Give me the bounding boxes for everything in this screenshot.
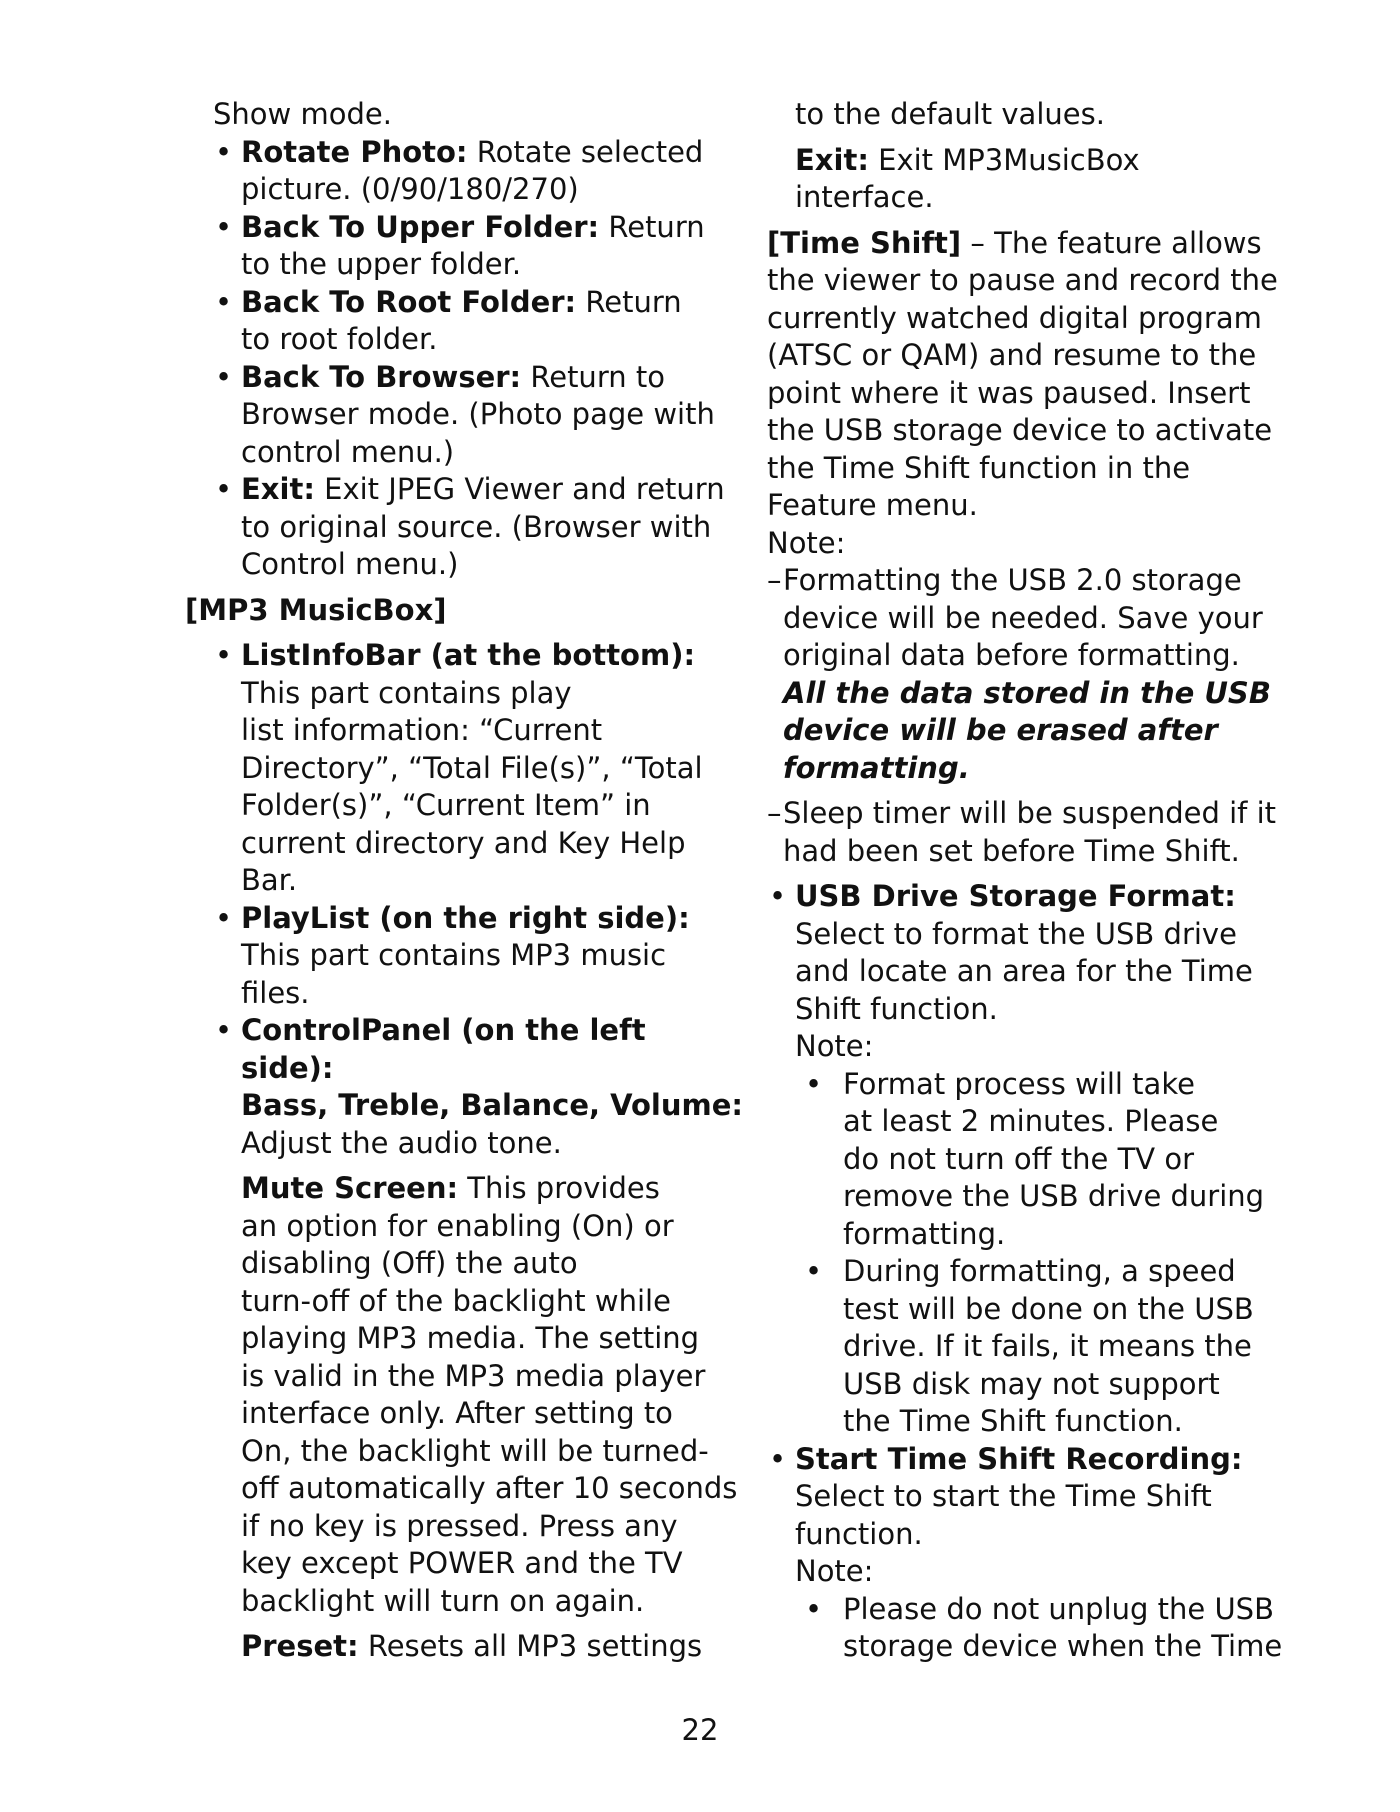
term-mute-screen: Mute Screen:: [241, 1171, 459, 1205]
term: Rotate Photo:: [241, 134, 468, 169]
term-preset: Preset:: [241, 1629, 359, 1663]
bullet-controlpanel: [213, 1012, 744, 1666]
note-label: Note:: [767, 525, 846, 560]
text-line: the USB storage device to activate: [767, 413, 1273, 447]
text-line: function.: [795, 1516, 923, 1551]
text-line: to root folder.: [241, 322, 438, 356]
term: • Start Time Shift Recording:: [795, 1441, 1243, 1476]
text-line: current directory and Key Help: [241, 825, 686, 860]
text-line: at least 2 minutes. Please: [843, 1104, 1219, 1138]
text: Exit JPEG Viewer and return: [314, 472, 725, 506]
right-column: [767, 96, 1283, 1666]
text-line: files.: [241, 975, 310, 1010]
text-line: do not turn off the TV or: [843, 1141, 1195, 1176]
term: Back To Upper Folder:: [241, 209, 600, 244]
text: This provides: [458, 1171, 660, 1205]
term: • USB Drive Storage Format:: [795, 879, 1236, 913]
text-line: turn-off of the backlight while: [241, 1283, 671, 1318]
note-sleep-timer: [767, 795, 1277, 870]
text-line: interface.: [795, 180, 934, 214]
text-line: to the upper folder.: [241, 247, 522, 281]
text-line: – Sleep timer will be suspended if it: [783, 796, 1277, 830]
term-exit: Exit:: [795, 142, 869, 177]
text-line: Browser mode. (Photo page with: [241, 397, 715, 431]
text-line: test will be done on the USB: [843, 1291, 1254, 1326]
sub-bullet-do-not-unplug: [767, 1591, 1283, 1666]
text-line: (ATSC or QAM) and resume to the: [767, 338, 1257, 372]
warning-line: formatting.: [783, 750, 970, 785]
page-number: 22: [681, 1713, 719, 1747]
note-label: Note:: [795, 1554, 874, 1588]
text-line: playing MP3 media. The setting: [241, 1321, 700, 1355]
text-line: Adjust the audio tone.: [241, 1125, 562, 1160]
left-column: [185, 96, 744, 1666]
section-time-shift: [767, 225, 1278, 563]
section-heading-time-shift: [Time Shift]: [767, 225, 962, 260]
text-line: Directory”, “Total File(s)”, “Total: [241, 750, 703, 785]
term: Exit:: [241, 472, 315, 506]
text-line: Control menu.): [241, 547, 459, 581]
text: Return: [599, 209, 705, 244]
term: • ControlPanel (on the left: [241, 1013, 646, 1047]
text-line: remove the USB drive during: [843, 1179, 1265, 1213]
text-line: interface only. After setting to: [241, 1396, 673, 1430]
text-line: is valid in the MP3 media player: [241, 1358, 706, 1393]
text-line: original data before formatting.: [783, 638, 1240, 672]
text-line: storage device when the Time: [843, 1629, 1283, 1663]
text-line: This part contains MP3 music: [241, 938, 667, 972]
text-line: Bar.: [241, 863, 298, 897]
bullet-back-to-root-folder: [213, 284, 713, 359]
text-line: Shift function.: [795, 991, 998, 1026]
text-line: to original source. (Browser with: [241, 509, 712, 544]
text-line: Feature menu.: [767, 488, 978, 522]
text: Return: [576, 284, 682, 319]
term: Back To Browser:: [241, 359, 522, 394]
text-line: device will be needed. Save your: [783, 600, 1263, 635]
text-line: USB disk may not support: [843, 1366, 1220, 1401]
text-line: list information: “Current: [241, 713, 603, 747]
text: Resets all MP3 settings: [358, 1629, 703, 1663]
text-line: formatting.: [843, 1216, 1006, 1251]
text-line: if no key is pressed. Press any: [241, 1508, 678, 1543]
warning-line: device will be erased after: [783, 713, 1218, 747]
term: side):: [241, 1050, 334, 1085]
text-line: On, the backlight will be turned-: [241, 1433, 709, 1468]
text-line: key except POWER and the TV: [241, 1546, 683, 1580]
text-line: • Please do not unplug the USB: [843, 1591, 1274, 1626]
text-line: Folder(s)”, “Current Item” in: [241, 788, 651, 822]
text-line: Show mode.: [213, 97, 392, 131]
bullet-back-to-browser: [213, 359, 713, 472]
text-line: picture. (0/90/180/270): [241, 172, 579, 206]
term: • ListInfoBar (at the bottom):: [241, 638, 696, 672]
text-line: to the default values.: [795, 97, 1105, 131]
term-bass-treble: Bass, Treble, Balance, Volume:: [241, 1088, 744, 1122]
bullet-exit: [213, 471, 725, 584]
bullet-rotate-photo: [213, 134, 713, 209]
bullet-back-to-upper-folder: [213, 209, 713, 284]
text-line: – Formatting the USB 2.0 storage: [783, 563, 1242, 597]
sub-bullet-speed-test: [767, 1253, 1254, 1441]
text-line: drive. If it fails, it means the: [843, 1329, 1252, 1363]
term: Back To Root Folder:: [241, 284, 577, 319]
text-line: off automatically after 10 seconds: [241, 1471, 738, 1505]
bullet-listinfobar: [213, 637, 713, 900]
text-line: control menu.): [241, 434, 455, 469]
text-line: backlight will turn on again.: [241, 1583, 645, 1618]
text-line: the viewer to pause and record the: [767, 263, 1278, 297]
text-line: • Format process will take: [843, 1066, 1195, 1101]
text-line: Select to start the Time Shift: [795, 1479, 1212, 1513]
bullet-playlist: [213, 900, 713, 1013]
note-label: Note:: [795, 1029, 874, 1063]
text: – The feature allows: [961, 225, 1262, 260]
sub-bullet-format-process: [767, 1066, 1265, 1254]
bullet-usb-drive-storage-format: [767, 878, 1253, 1066]
text-line: disabling (Off) the auto: [241, 1246, 578, 1280]
term: • PlayList (on the right side):: [241, 900, 690, 935]
bullet-start-time-shift-recording: [767, 1441, 1247, 1591]
section-heading-mp3-musicbox: [MP3 MusicBox]: [185, 592, 447, 627]
text-line: the Time Shift function in the: [767, 450, 1191, 485]
text-line: currently watched digital program: [767, 300, 1262, 335]
text-line: point where it was paused. Insert: [767, 375, 1251, 410]
text-line: and locate an area for the Time: [795, 954, 1253, 988]
text-line: an option for enabling (On) or: [241, 1208, 674, 1243]
text-line: • During formatting, a speed: [843, 1254, 1236, 1288]
note-formatting: [767, 562, 1271, 787]
text: Exit MP3MusicBox: [868, 142, 1140, 177]
warning-line: All the data stored in the USB: [783, 675, 1271, 710]
text-line: Select to format the USB drive: [795, 916, 1237, 951]
text: Rotate selected: [467, 134, 704, 169]
text-line: had been set before Time Shift.: [783, 833, 1240, 868]
text: Return to: [521, 359, 665, 394]
text-line: This part contains play: [241, 675, 572, 710]
text-line: the Time Shift function.: [843, 1404, 1183, 1438]
